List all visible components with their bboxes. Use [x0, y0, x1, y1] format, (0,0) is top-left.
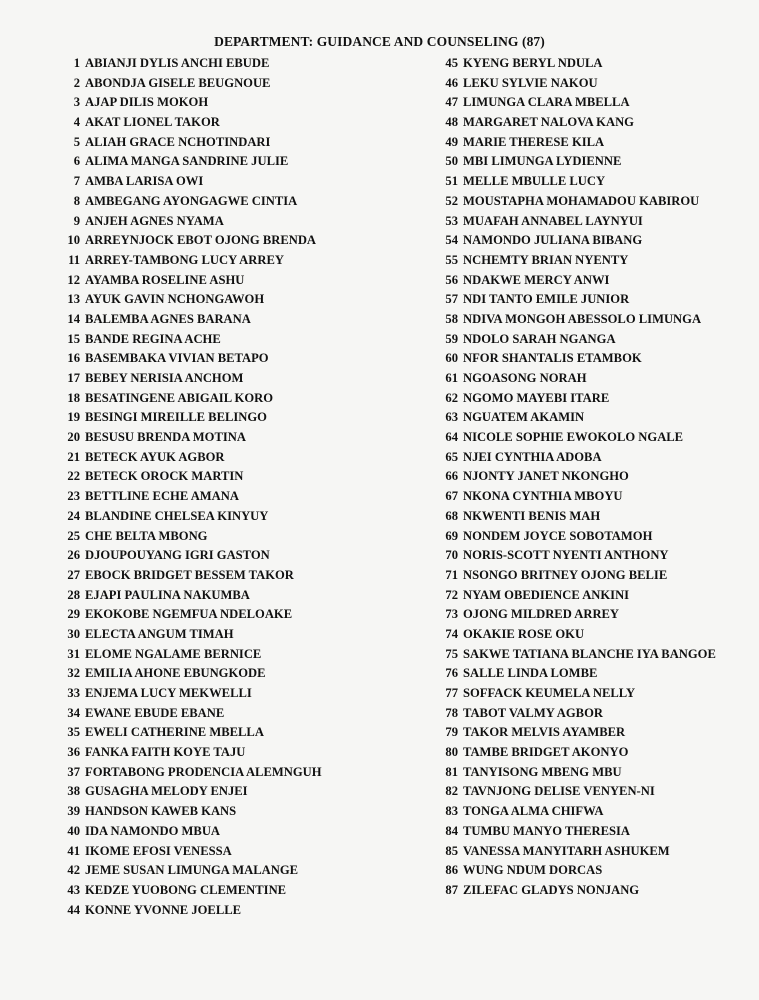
entry-name: BLANDINE CHELSEA KINYUY [85, 508, 269, 523]
entry-name: EWANE EBUDE EBANE [85, 705, 225, 720]
entry-number: 47 [445, 95, 458, 110]
list-item [436, 743, 756, 763]
entry-name: NJEI CYNTHIA ADOBA [463, 449, 602, 464]
list-item [58, 428, 428, 448]
entry-name: ZILEFAC GLADYS NONJANG [463, 882, 640, 897]
list-item [436, 842, 756, 862]
list-item [58, 133, 428, 153]
entry-name: NKONA CYNTHIA MBOYU [463, 489, 623, 504]
list-item [436, 408, 756, 428]
list-item [58, 782, 428, 802]
entry-name: EWELI CATHERINE MBELLA [85, 725, 264, 740]
entry-name: IDA NAMONDO MBUA [85, 823, 221, 838]
entry-number: 66 [445, 469, 458, 484]
entry-number: 40 [67, 823, 80, 838]
list-item [58, 290, 428, 310]
entry-number: 35 [67, 725, 80, 740]
list-item [58, 802, 428, 822]
list-item [58, 310, 428, 330]
entry-name: HANDSON KAWEB KANS [85, 804, 237, 819]
entry-number: 73 [445, 607, 458, 622]
list-item [58, 467, 428, 487]
list-item [436, 467, 756, 487]
entry-name: BETECK AYUK AGBOR [85, 449, 225, 464]
name-list-right-column [436, 54, 756, 901]
entry-name: NICOLE SOPHIE EWOKOLO NGALE [463, 430, 684, 445]
entry-name: WUNG NDUM DORCAS [463, 863, 603, 878]
entry-number: 58 [445, 311, 458, 326]
list-item [436, 349, 756, 369]
entry-number: 27 [67, 567, 80, 582]
entry-number: 70 [445, 548, 458, 563]
entry-name: SAKWE TATIANA BLANCHE IYA BANGOE [463, 646, 716, 661]
entry-name: EBOCK BRIDGET BESSEM TAKOR [85, 567, 294, 582]
list-item [436, 566, 756, 586]
list-item [58, 625, 428, 645]
entry-name: FANKA FAITH KOYE TAJU [85, 745, 246, 760]
entry-number: 2 [73, 75, 80, 90]
entry-number: 14 [67, 311, 80, 326]
entry-number: 48 [445, 115, 458, 130]
list-item [436, 310, 756, 330]
entry-name: BESUSU BRENDA MOTINA [85, 430, 246, 445]
list-item [436, 113, 756, 133]
entry-number: 37 [67, 764, 80, 779]
entry-number: 54 [445, 233, 458, 248]
list-item [58, 684, 428, 704]
list-item [58, 901, 428, 921]
name-list-left-column [58, 54, 428, 920]
entry-name: LIMUNGA CLARA MBELLA [463, 95, 630, 110]
list-item [436, 546, 756, 566]
entry-name: NCHEMTY BRIAN NYENTY [463, 252, 629, 267]
entry-number: 56 [445, 272, 458, 287]
entry-number: 87 [445, 882, 458, 897]
list-item [58, 605, 428, 625]
entry-name: BETTLINE ECHE AMANA [85, 489, 239, 504]
entry-number: 61 [445, 371, 458, 385]
list-item [436, 133, 756, 153]
entry-number: 83 [445, 804, 458, 819]
entry-number: 76 [445, 666, 458, 681]
entry-name: LEKU SYLVIE NAKOU [463, 75, 598, 90]
list-item [58, 93, 428, 113]
list-item [58, 487, 428, 507]
entry-name: BEBEY NERISIA ANCHOM [85, 371, 244, 385]
entry-number: 36 [67, 745, 80, 760]
entry-name: ABIANJI DYLIS ANCHI EBUDE [85, 56, 270, 70]
entry-number: 74 [445, 626, 458, 641]
entry-name: TAVNJONG DELISE VENYEN-NI [463, 784, 655, 799]
entry-name: NKWENTI BENIS MAH [463, 508, 601, 523]
entry-number: 71 [445, 567, 458, 582]
entry-number: 49 [445, 134, 458, 149]
list-item [436, 369, 756, 389]
entry-name: NDI TANTO EMILE JUNIOR [463, 292, 630, 307]
entry-number: 53 [445, 213, 458, 228]
entry-name: TUMBU MANYO THERESIA [463, 823, 631, 838]
entry-name: BASEMBAKA VIVIAN BETAPO [85, 351, 269, 366]
entry-name: AYAMBA ROSELINE ASHU [85, 272, 245, 287]
list-item [58, 881, 428, 901]
list-item [436, 152, 756, 172]
entry-name: TAMBE BRIDGET AKONYO [463, 745, 629, 760]
entry-number: 24 [67, 508, 80, 523]
entry-name: OJONG MILDRED ARREY [463, 607, 620, 622]
entry-number: 81 [445, 764, 458, 779]
list-item [436, 684, 756, 704]
entry-number: 21 [67, 449, 80, 464]
entry-name: MARIE THERESE KILA [463, 134, 605, 149]
entry-name: BESATINGENE ABIGAIL KORO [85, 390, 274, 405]
entry-name: SOFFACK KEUMELA NELLY [463, 686, 636, 700]
entry-number: 15 [67, 331, 80, 346]
page-title: DEPARTMENT: GUIDANCE AND COUNSELING (87) [214, 34, 545, 49]
entry-name: MELLE MBULLE LUCY [463, 174, 606, 189]
entry-name: AJAP DILIS MOKOH [85, 95, 209, 110]
entry-name: ELOME NGALAME BERNICE [85, 646, 262, 661]
entry-name: EMILIA AHONE EBUNGKODE [85, 666, 266, 681]
entry-name: NDOLO SARAH NGANGA [463, 331, 616, 346]
entry-number: 25 [67, 528, 80, 543]
list-item [436, 93, 756, 113]
list-item [58, 349, 428, 369]
list-item [436, 645, 756, 665]
entry-name: NONDEM JOYCE SOBOTAMOH [463, 528, 653, 543]
list-item [58, 192, 428, 212]
entry-name: AMBA LARISA OWI [85, 174, 204, 189]
list-item [58, 251, 428, 271]
list-item [436, 507, 756, 527]
entry-name: AKAT LIONEL TAKOR [85, 115, 220, 130]
list-item [436, 625, 756, 645]
entry-number: 46 [445, 75, 458, 90]
entry-number: 68 [445, 508, 458, 523]
entry-number: 30 [67, 626, 80, 641]
entry-number: 8 [73, 193, 80, 208]
entry-name: NJONTY JANET NKONGHO [463, 469, 629, 484]
entry-number: 75 [445, 646, 458, 661]
entry-number: 42 [67, 863, 80, 878]
entry-number: 44 [67, 902, 80, 917]
entry-number: 18 [67, 390, 80, 405]
list-item [436, 802, 756, 822]
list-item [436, 172, 756, 192]
list-item [436, 881, 756, 901]
entry-number: 1 [73, 56, 80, 70]
entry-name: ARREYNJOCK EBOT OJONG BRENDA [85, 233, 317, 248]
list-item [58, 704, 428, 724]
entry-name: KYENG BERYL NDULA [463, 56, 603, 70]
entry-name: BETECK OROCK MARTIN [85, 469, 244, 484]
entry-name: IKOME EFOSI VENESSA [85, 843, 232, 858]
entry-name: NDAKWE MERCY ANWI [463, 272, 610, 287]
entry-number: 51 [445, 174, 458, 189]
entry-name: EJAPI PAULINA NAKUMBA [85, 587, 250, 602]
entry-name: ENJEMA LUCY MEKWELLI [85, 686, 252, 700]
entry-number: 52 [445, 193, 458, 208]
list-item [436, 389, 756, 409]
list-item [436, 192, 756, 212]
list-item [58, 113, 428, 133]
list-item [58, 172, 428, 192]
list-item [58, 271, 428, 291]
entry-number: 57 [445, 292, 458, 307]
entry-number: 32 [67, 666, 80, 681]
entry-number: 31 [67, 646, 80, 661]
entry-number: 28 [67, 587, 80, 602]
entry-name: NGUATEM AKAMIN [463, 410, 585, 425]
list-item [58, 408, 428, 428]
entry-number: 33 [67, 686, 80, 700]
entry-number: 4 [73, 115, 80, 130]
entry-name: NORIS-SCOTT NYENTI ANTHONY [463, 548, 669, 563]
entry-number: 82 [445, 784, 458, 799]
entry-number: 39 [67, 804, 80, 819]
list-item [436, 428, 756, 448]
list-item [436, 487, 756, 507]
list-item [58, 566, 428, 586]
entry-name: AMBEGANG AYONGAGWE CINTIA [85, 193, 298, 208]
list-item [58, 54, 428, 74]
entry-number: 11 [68, 252, 80, 267]
entry-name: TAKOR MELVIS AYAMBER [463, 725, 626, 740]
list-item [436, 861, 756, 881]
list-item [436, 723, 756, 743]
entry-name: MBI LIMUNGA LYDIENNE [463, 154, 622, 169]
entry-name: ELECTA ANGUM TIMAH [85, 626, 234, 641]
entry-name: CHE BELTA MBONG [85, 528, 208, 543]
entry-name: NGOMO MAYEBI ITARE [463, 390, 610, 405]
list-item [436, 763, 756, 783]
entry-name: NSONGO BRITNEY OJONG BELIE [463, 567, 668, 582]
entry-number: 80 [445, 745, 458, 760]
list-item [436, 782, 756, 802]
entry-number: 86 [445, 863, 458, 878]
entry-number: 34 [67, 705, 80, 720]
entry-number: 17 [67, 371, 80, 385]
list-item [436, 330, 756, 350]
list-item [436, 527, 756, 547]
entry-number: 9 [73, 213, 80, 228]
list-item [58, 763, 428, 783]
entry-name: JEME SUSAN LIMUNGA MALANGE [85, 863, 299, 878]
list-item [58, 369, 428, 389]
entry-number: 22 [67, 469, 80, 484]
entry-name: TANYISONG MBENG MBU [463, 764, 622, 779]
entry-number: 19 [67, 410, 80, 425]
entry-name: SALLE LINDA LOMBE [463, 666, 598, 681]
entry-number: 65 [445, 449, 458, 464]
list-item [436, 251, 756, 271]
entry-name: GUSAGHA MELODY ENJEI [85, 784, 248, 799]
entry-name: KONNE YVONNE JOELLE [85, 902, 242, 917]
list-item [58, 212, 428, 232]
entry-number: 5 [73, 134, 80, 149]
entry-name: MUAFAH ANNABEL LAYNYUI [463, 213, 643, 228]
list-item [436, 664, 756, 684]
entry-name: NDIVA MONGOH ABESSOLO LIMUNGA [463, 311, 702, 326]
entry-name: BANDE REGINA ACHE [85, 331, 221, 346]
entry-number: 13 [67, 292, 80, 307]
list-item [58, 74, 428, 94]
entry-number: 7 [73, 174, 80, 189]
list-item [58, 664, 428, 684]
entry-name: OKAKIE ROSE OKU [463, 626, 585, 641]
entry-name: AYUK GAVIN NCHONGAWOH [85, 292, 265, 307]
list-item [436, 54, 756, 74]
list-item [58, 645, 428, 665]
entry-number: 6 [73, 154, 80, 169]
entry-name: ABONDJA GISELE BEUGNOUE [85, 75, 271, 90]
entry-number: 20 [67, 430, 80, 445]
entry-number: 55 [445, 252, 458, 267]
entry-number: 67 [445, 489, 458, 504]
entry-name: NFOR SHANTALIS ETAMBOK [463, 351, 642, 366]
entry-name: MOUSTAPHA MOHAMADOU KABIROU [463, 193, 700, 208]
list-item [436, 74, 756, 94]
entry-name: ALIAH GRACE NCHOTINDARI [85, 134, 271, 149]
list-item [58, 822, 428, 842]
list-item [58, 842, 428, 862]
entry-number: 43 [67, 882, 80, 897]
list-item [436, 704, 756, 724]
entry-name: FORTABONG PRODENCIA ALEMNGUH [85, 764, 322, 779]
entry-name: ANJEH AGNES NYAMA [85, 213, 224, 228]
entry-number: 62 [445, 390, 458, 405]
entry-number: 23 [67, 489, 80, 504]
entry-number: 29 [67, 607, 80, 622]
list-item [436, 231, 756, 251]
entry-number: 77 [445, 686, 458, 700]
entry-name: BALEMBA AGNES BARANA [85, 311, 251, 326]
entry-name: DJOUPOUYANG IGRI GASTON [85, 548, 270, 563]
entry-number: 85 [445, 843, 458, 858]
entry-name: NGOASONG NORAH [463, 371, 587, 385]
list-item [58, 527, 428, 547]
list-item [436, 605, 756, 625]
list-item [436, 822, 756, 842]
entry-number: 38 [67, 784, 80, 799]
entry-number: 41 [67, 843, 80, 858]
list-item [436, 271, 756, 291]
entry-number: 26 [67, 548, 80, 563]
list-item [436, 586, 756, 606]
entry-number: 59 [445, 331, 458, 346]
entry-name: KEDZE YUOBONG CLEMENTINE [85, 882, 287, 897]
entry-name: BESINGI MIREILLE BELINGO [85, 410, 267, 425]
list-item [436, 290, 756, 310]
list-item [58, 861, 428, 881]
entry-number: 78 [445, 705, 458, 720]
entry-number: 12 [67, 272, 80, 287]
list-item [58, 586, 428, 606]
list-item [58, 723, 428, 743]
list-item [58, 743, 428, 763]
entry-number: 69 [445, 528, 458, 543]
entry-name: VANESSA MANYITARH ASHUKEM [463, 843, 670, 858]
entry-name: TABOT VALMY AGBOR [463, 705, 603, 720]
entry-number: 64 [445, 430, 458, 445]
entry-name: ARREY-TAMBONG LUCY ARREY [85, 252, 284, 267]
list-item [58, 389, 428, 409]
entry-number: 50 [445, 154, 458, 169]
entry-number: 63 [445, 410, 458, 425]
list-item [58, 152, 428, 172]
list-item [58, 231, 428, 251]
entry-name: NAMONDO JULIANA BIBANG [463, 233, 643, 248]
list-item [58, 507, 428, 527]
entry-number: 79 [445, 725, 458, 740]
list-item [58, 448, 428, 468]
entry-number: 72 [445, 587, 458, 602]
entry-name: TONGA ALMA CHIFWA [463, 804, 604, 819]
entry-number: 3 [73, 95, 80, 110]
entry-number: 45 [445, 56, 458, 70]
list-item [58, 330, 428, 350]
entry-number: 60 [445, 351, 458, 366]
list-item [58, 546, 428, 566]
entry-number: 10 [67, 233, 80, 248]
entry-number: 84 [445, 823, 458, 838]
entry-name: NYAM OBEDIENCE ANKINI [463, 587, 630, 602]
entry-number: 16 [67, 351, 80, 366]
entry-name: ALIMA MANGA SANDRINE JULIE [85, 154, 289, 169]
list-item [436, 448, 756, 468]
list-item [436, 212, 756, 232]
entry-name: EKOKOBE NGEMFUA NDELOAKE [85, 607, 293, 622]
entry-name: MARGARET NALOVA KANG [463, 115, 634, 130]
